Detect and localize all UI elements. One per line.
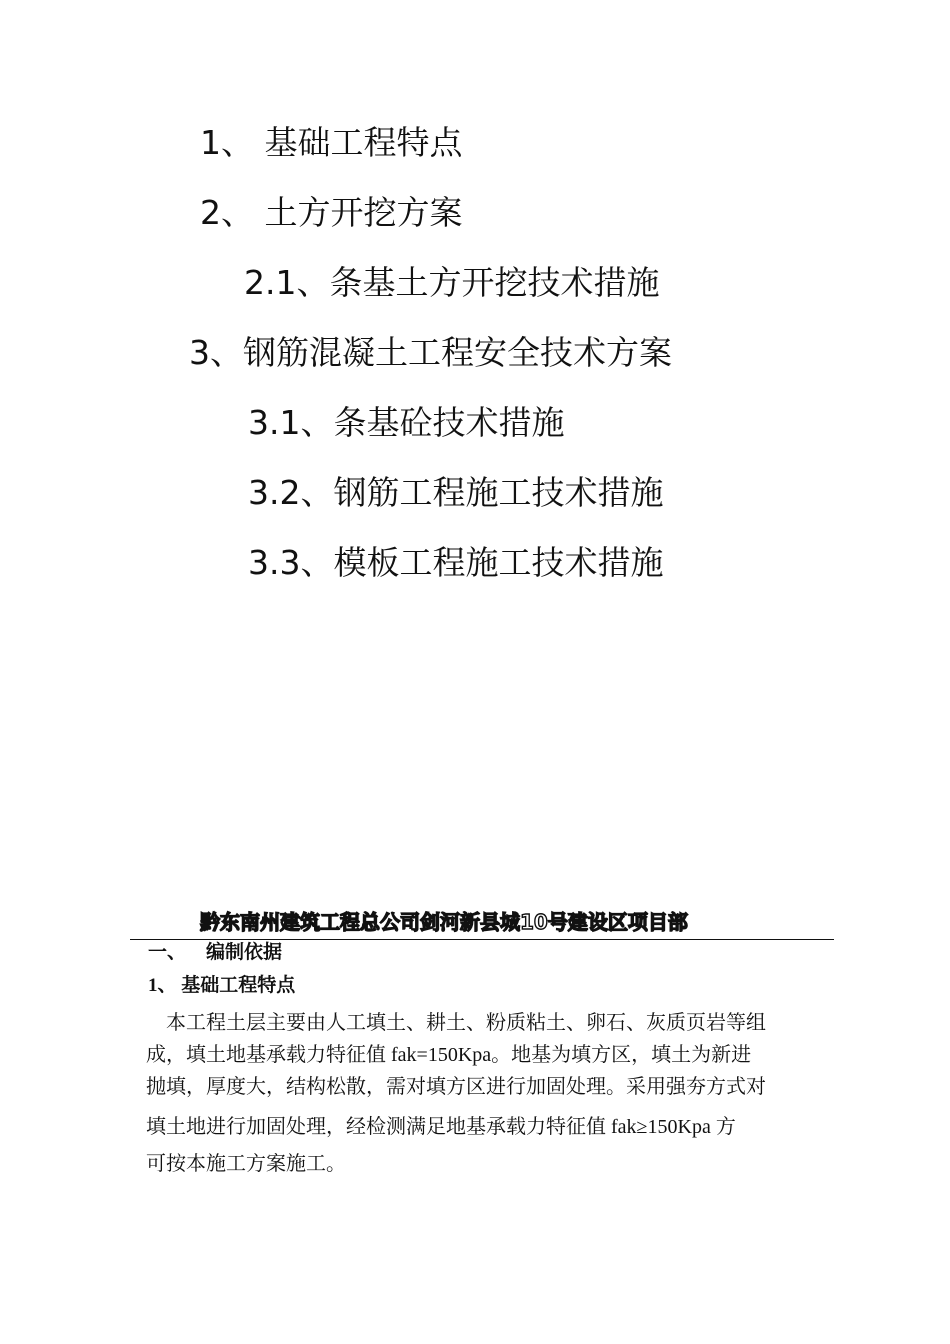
toc-item-3-3: 3.3、模板工程施工技术措施: [248, 543, 664, 582]
section-number: 一、: [148, 942, 187, 963]
section-heading: [148, 941, 282, 965]
body-line-4: 填土地进行加固处理，经检测满足地基承载力特征值 fak≥150Kpa 方: [146, 1116, 736, 1138]
body-line-1: 本工程土层主要由人工填土、耕土、粉质粘土、卵石、灰质页岩等组: [166, 1012, 766, 1034]
body-line-3: 抛填，厚度大，结构松散，需对填方区进行加固处理。采用强夯方式对: [146, 1076, 766, 1098]
toc-item-3-1: 3.1、条基砼技术措施: [248, 403, 565, 442]
toc-item-3-2: 3.2、钢筋工程施工技术措施: [248, 473, 664, 512]
body-line-5: 可按本施工方案施工。: [146, 1153, 346, 1175]
section-title: 编制依据: [206, 942, 283, 963]
toc-item-1: 1、 基础工程特点: [200, 123, 463, 162]
subsection-heading: 1、 基础工程特点: [148, 975, 296, 996]
header-divider: [130, 939, 834, 940]
page-header-company: 黔东南州建筑工程总公司剑河新县城10号建设区项目部: [200, 910, 688, 934]
toc-item-2-1: 2.1、条基土方开挖技术措施: [244, 263, 660, 302]
body-line-2: 成，填土地基承载力特征值 fak=150Kpa。地基为填方区，填土为新进: [146, 1044, 752, 1066]
toc-item-3: 3、钢筋混凝土工程安全技术方案: [189, 333, 672, 372]
toc-item-2: 2、 土方开挖方案: [200, 193, 463, 232]
